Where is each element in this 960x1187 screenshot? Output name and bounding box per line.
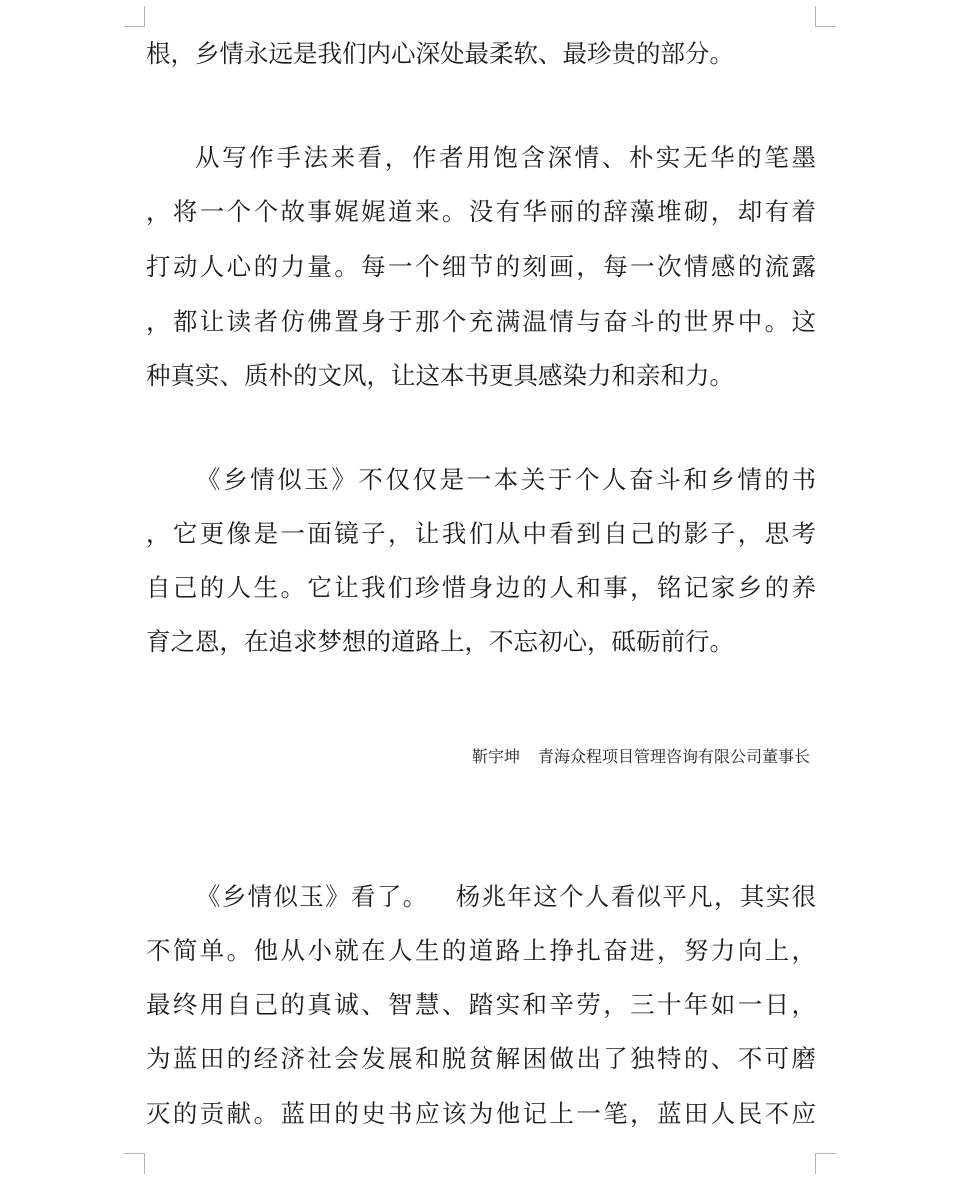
paragraph-line: 种真实、质朴的文风，让这本书更具感染力和亲和力。 [146,361,734,390]
crop-mark-top-left [124,6,145,27]
signature-line [472,744,810,770]
paragraph-line: 打动人心的力量。每一个细节的刻画，每一次情感的流露 [146,252,816,281]
signature-name: 靳宇坤 [471,747,520,766]
paragraph-line: ，将一个个故事娓娓道来。没有华丽的辞藻堆砌，却有着 [146,197,816,226]
paragraph-line: 《乡情似玉》不仅仅是一本关于个人奋斗和乡情的书 [196,465,816,494]
paragraph-line: 育之恩，在追求梦想的道路上，不忘初心，砥砺前行。 [146,627,734,656]
paragraph-line: 《乡情似玉》看了。 杨兆年这个人看似平凡，其实很 [196,882,816,911]
paragraph-line: 最终用自己的真诚、智慧、踏实和辛劳，三十年如一日， [146,990,816,1019]
paragraph-line: ，都让读者仿佛置身于那个充满温情与奋斗的世界中。这 [146,307,816,336]
crop-mark-top-right [815,6,836,27]
paragraph-line: 为蓝田的经济社会发展和脱贫解困做出了独特的、不可磨 [146,1044,816,1073]
paragraph-line: ，它更像是一面镜子，让我们从中看到自己的影子，思考 [146,519,816,548]
paragraph-line: 灭的贡献。蓝田的史书应该为他记上一笔，蓝田人民不应 [146,1099,816,1128]
signature-title: 青海众程项目管理咨询有限公司董事长 [537,747,810,766]
paragraph-line: 从写作手法来看，作者用饱含深情、朴实无华的笔墨 [195,143,816,172]
paragraph-line: 自己的人生。它让我们珍惜身边的人和事，铭记家乡的养 [146,573,816,602]
paragraph-line: 不简单。他从小就在人生的道路上挣扎奋进，努力向上， [146,936,816,965]
crop-mark-bottom-left [124,1153,145,1174]
paragraph-line: 根，乡情永远是我们内心深处最柔软、最珍贵的部分。 [146,39,734,68]
crop-mark-bottom-right [815,1153,836,1174]
